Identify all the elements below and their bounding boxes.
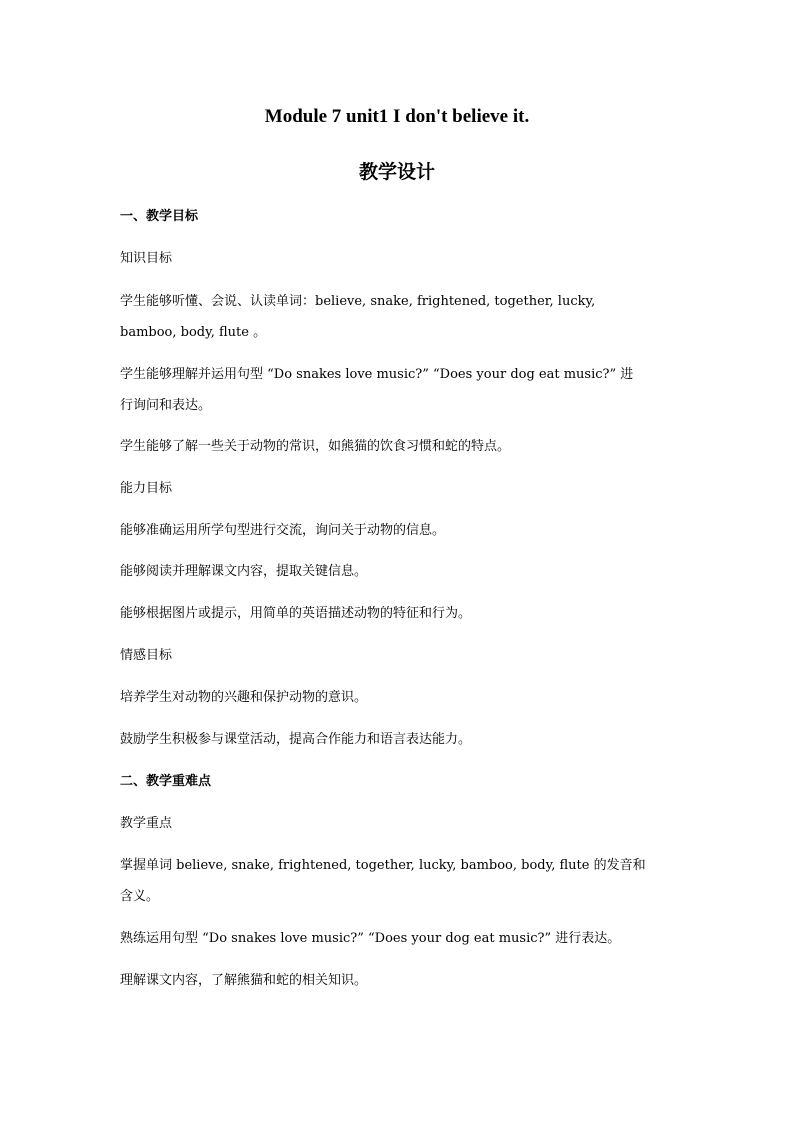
- key-item-3: 理解课文内容，了解熊猫和蛇的相关知识。: [120, 973, 368, 988]
- key-points-label: 教学重点: [120, 816, 173, 831]
- emotion-item-1: 培养学生对动物的兴趣和保护动物的意识。: [120, 690, 368, 705]
- ability-goals-label: 能力目标: [120, 481, 173, 496]
- knowledge-goals-label: 知识目标: [120, 251, 173, 266]
- emotion-item-2: 鼓励学生积极参与课堂活动，提高合作能力和语言表达能力。: [120, 732, 472, 747]
- knowledge-item-2a: 学生能够理解并运用句型 “Do snakes love music?” “Does your dog eat music?” 进: [120, 367, 634, 382]
- document-title: Module 7 unit1 I don't believe it.: [264, 106, 530, 127]
- key-item-1a: 掌握单词 believe, snake, frightened, together, lucky, bamboo, body, flute 的发音和: [120, 858, 646, 873]
- knowledge-item-3: 学生能够了解一些关于动物的常识，如熊猫的饮食习惯和蛇的特点。: [120, 439, 511, 454]
- emotion-goals-label: 情感目标: [120, 648, 173, 663]
- ability-item-3: 能够根据图片或提示，用简单的英语描述动物的特征和行为。: [120, 606, 472, 621]
- key-item-1b: 含义。: [120, 889, 160, 904]
- document-subtitle: 教学设计: [358, 161, 435, 183]
- section2-heading: 二、教学重难点: [120, 774, 212, 789]
- ability-item-2: 能够阅读并理解课文内容，提取关键信息。: [120, 564, 368, 579]
- key-item-2: 熟练运用句型 “Do snakes love music?” “Does your dog eat music?” 进行表达。: [120, 931, 621, 946]
- knowledge-item-1b: bamboo, body, flute 。: [120, 325, 267, 340]
- knowledge-item-1a: 学生能够听懂、会说、认读单词：believe, snake, frightened, together, lucky,: [120, 294, 596, 309]
- ability-item-1: 能够准确运用所学句型进行交流，询问关于动物的信息。: [120, 523, 446, 538]
- knowledge-item-2b: 行询问和表达。: [120, 398, 212, 413]
- section1-heading: 一、教学目标: [120, 209, 199, 224]
